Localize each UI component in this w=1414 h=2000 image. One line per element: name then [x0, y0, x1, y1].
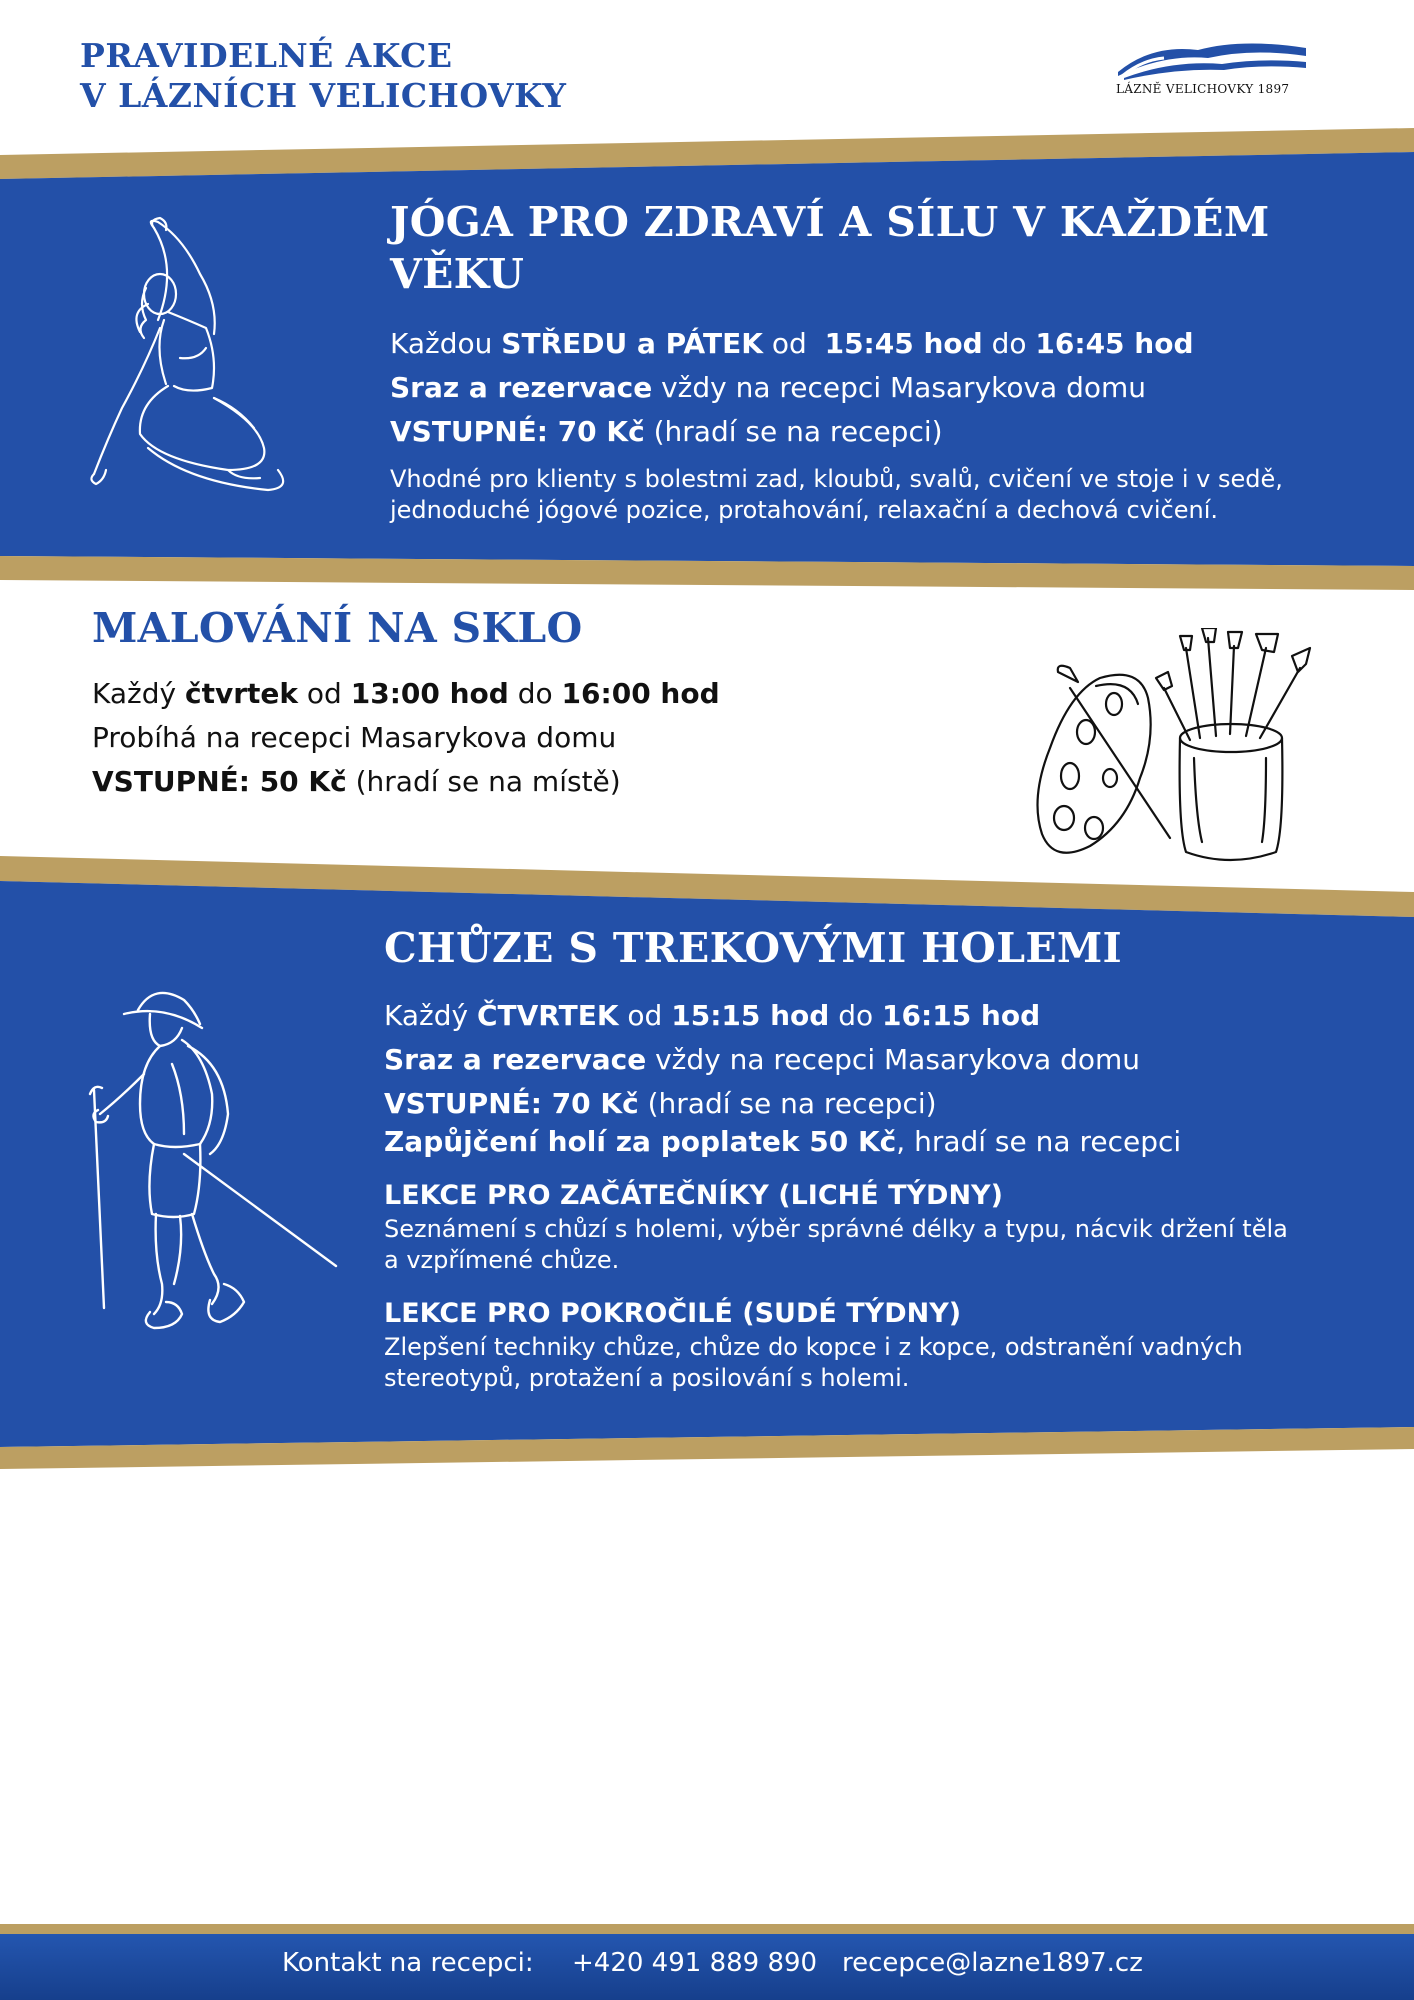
yoga-fee	[390, 410, 1283, 454]
yoga-title-line1: JÓGA PRO ZDRAVÍ A SÍLU V KAŽDÉM	[390, 198, 1270, 246]
walking-schedule	[384, 994, 1288, 1038]
page-title-line1: PRAVIDELNÉ AKCE	[80, 36, 453, 75]
rental-label: Zapůjčení holí za poplatek 50 Kč	[384, 1125, 897, 1158]
footer-phone[interactable]: +420 491 889 890	[572, 1948, 818, 1978]
footer-contact-label: Kontakt na recepci:	[282, 1948, 534, 1978]
text: od	[762, 327, 825, 360]
desc-line: jednoduché jógové pozice, protahování, relaxační a dechová cvičení.	[390, 496, 1218, 524]
rental-text: , hradí se na recepci	[896, 1125, 1182, 1158]
logo-text: LÁZNĚ VELICHOVKY 1897	[1116, 82, 1290, 96]
desc-line: a vzpřímené chůze.	[384, 1246, 620, 1274]
fee-text: (hradí se na místě)	[346, 765, 621, 798]
painting-title: MALOVÁNÍ NA SKLO	[92, 604, 583, 652]
yoga-meeting	[390, 366, 1283, 410]
lesson-beginners-description	[384, 1214, 1288, 1276]
walking-title: CHŮZE S TREKOVÝMI HOLEMI	[384, 924, 1123, 972]
fee-text: (hradí se na recepci)	[644, 415, 943, 448]
meeting-text: vždy na recepci Masarykova domu	[652, 371, 1147, 404]
start-time: 15:45 hod	[824, 327, 983, 360]
desc-line: Seznámení s chůzí s holemi, výběr správné délky a typu, nácvik držení těla	[384, 1215, 1288, 1243]
yoga-woman-icon	[88, 208, 318, 508]
text: do	[829, 999, 883, 1032]
painting-place: Probíhá na recepci Masarykova domu	[92, 721, 617, 754]
start-time: 15:15 hod	[671, 999, 830, 1032]
logo	[1112, 36, 1312, 106]
text: Každou	[390, 327, 502, 360]
painting-schedule	[92, 672, 720, 716]
yoga-title-line2: VĚKU	[390, 250, 525, 298]
fee-label: VSTUPNÉ: 70 Kč	[384, 1087, 639, 1120]
text: do	[982, 327, 1036, 360]
text: od	[618, 999, 672, 1032]
yoga-description	[390, 464, 1283, 526]
yoga-schedule	[390, 322, 1283, 366]
page-title-line2: V LÁZNÍCH VELICHOVKY	[80, 76, 567, 115]
desc-line: Zlepšení techniky chůze, chůze do kopce i z kopce, odstranění vadných	[384, 1333, 1243, 1361]
logo-waves-icon	[1112, 36, 1312, 80]
fee-label: VSTUPNÉ: 70 Kč	[390, 415, 645, 448]
walking-rental	[384, 1124, 1288, 1160]
meeting-label: Sraz a rezervace	[384, 1043, 647, 1076]
fee-label: VSTUPNÉ: 50 Kč	[92, 765, 347, 798]
lesson-advanced-title: LEKCE PRO POKROČILÉ (SUDÉ TÝDNY)	[384, 1298, 962, 1329]
walking-fee	[384, 1084, 1288, 1124]
text: Každý	[92, 677, 185, 710]
text: od	[298, 677, 351, 710]
text: Každý	[384, 999, 477, 1032]
walking-meeting	[384, 1038, 1288, 1082]
lesson-beginners-title: LEKCE PRO ZAČÁTEČNÍKY (LICHÉ TÝDNY)	[384, 1180, 1003, 1211]
yoga-title	[390, 196, 1270, 300]
day: čtvrtek	[184, 677, 299, 710]
end-time: 16:00 hod	[561, 677, 720, 710]
footer-email[interactable]: recepce@lazne1897.cz	[842, 1948, 1143, 1978]
palette-brushes-icon	[1030, 628, 1320, 868]
walking-details	[384, 994, 1288, 1394]
yoga-details	[390, 322, 1283, 526]
day: ČTVRTEK	[476, 999, 619, 1032]
end-time: 16:45 hod	[1035, 327, 1194, 360]
days: STŘEDU a PÁTEK	[501, 327, 763, 360]
footer	[0, 1934, 1414, 2000]
page-title	[80, 36, 567, 116]
desc-line: Vhodné pro klienty s bolestmi zad, kloubů, svalů, cvičení ve stoje i v sedě,	[390, 465, 1283, 493]
text: do	[508, 677, 562, 710]
meeting-text: vždy na recepci Masarykova domu	[646, 1043, 1141, 1076]
painting-details	[92, 672, 720, 804]
lesson-advanced-description	[384, 1332, 1288, 1394]
desc-line: stereotypů, protažení a posilování s holemi.	[384, 1364, 910, 1392]
hiker-with-poles-icon	[84, 984, 344, 1344]
fee-text: (hradí se na recepci)	[638, 1087, 937, 1120]
start-time: 13:00 hod	[350, 677, 509, 710]
meeting-label: Sraz a rezervace	[390, 371, 653, 404]
footer-gold-line	[0, 1924, 1414, 1934]
painting-fee	[92, 760, 720, 804]
end-time: 16:15 hod	[882, 999, 1041, 1032]
